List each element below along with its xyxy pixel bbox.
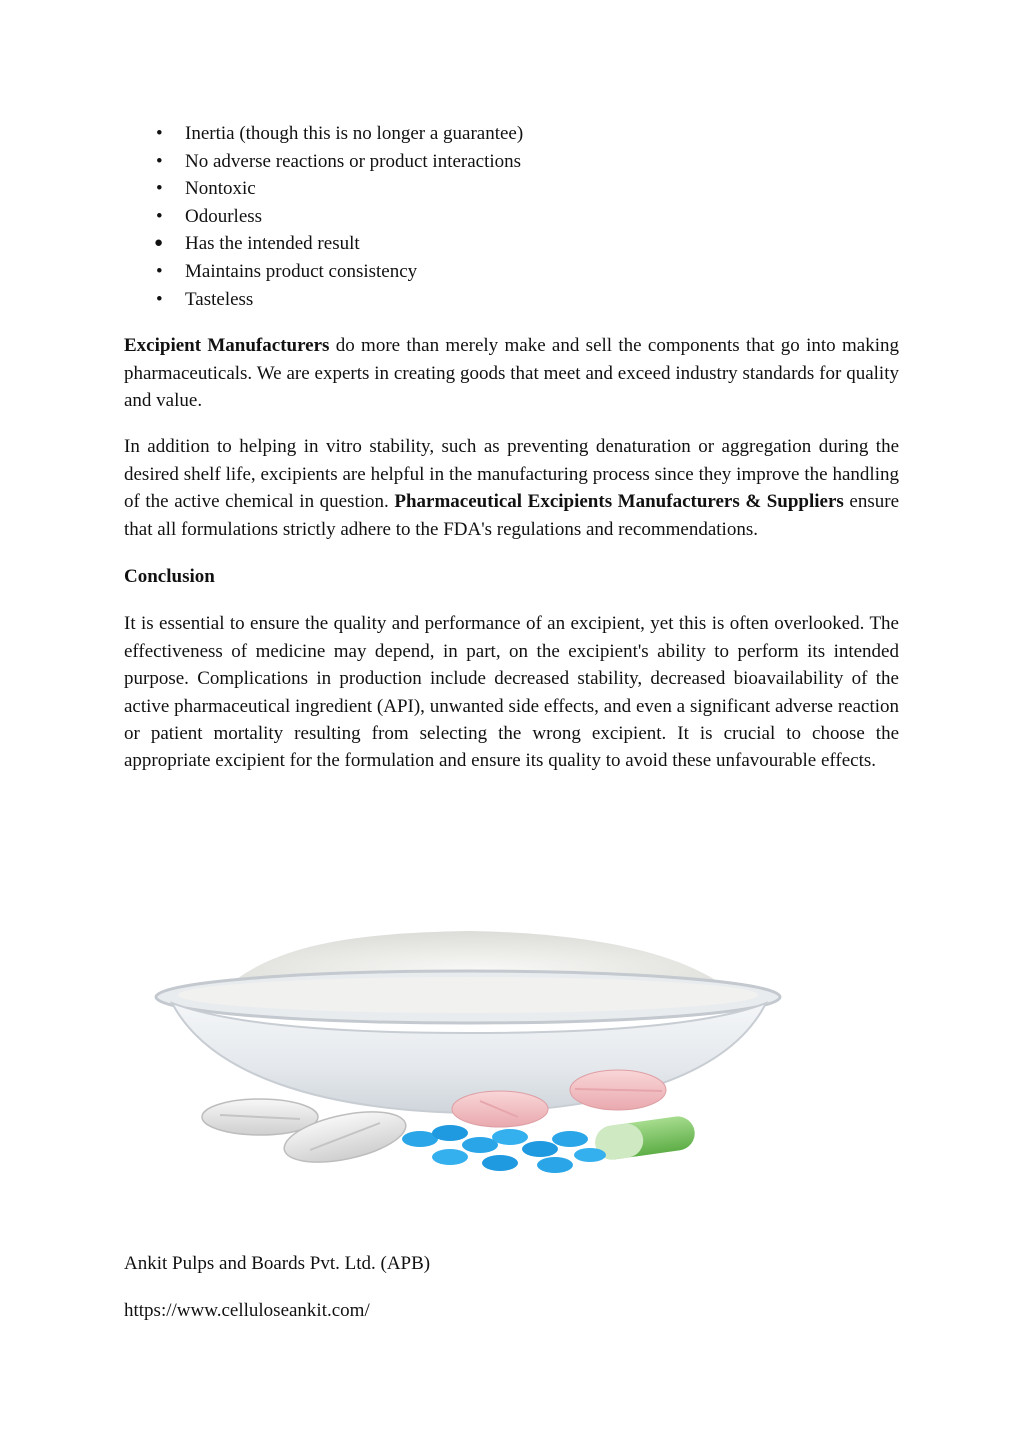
bowl-powder-surface bbox=[178, 977, 758, 1013]
list-item bbox=[124, 120, 899, 148]
list-item bbox=[124, 175, 899, 203]
list-item-text: Odourless bbox=[185, 205, 263, 227]
list-item-text: Maintains product consistency bbox=[185, 260, 418, 282]
bullet-marker: • bbox=[156, 178, 163, 200]
paragraph-text: In addition to helping in vitro stability, such as preventing denaturation or aggregation during the desired shelf life, excipients are helpful in the manufacturing process since they improve the handling of the active chemical in question. bbox=[124, 436, 899, 513]
bullet-marker: • bbox=[156, 288, 163, 310]
website-url[interactable]: https://www.celluloseankit.com/ bbox=[124, 1300, 370, 1321]
list-item bbox=[124, 258, 899, 286]
list-item-text: Nontoxic bbox=[185, 178, 256, 200]
list-item-text: Has the intended result bbox=[185, 233, 360, 255]
paragraph-text: do more than merely make and sell the components that go into making pharmaceuticals. We are experts in creating goods that meet and exceed industry standards for quality and value. bbox=[124, 335, 899, 411]
paragraph-stability bbox=[124, 433, 899, 543]
list-item bbox=[124, 203, 899, 231]
bold-term: Excipient Manufacturers bbox=[124, 335, 330, 357]
bullet-marker: ● bbox=[154, 235, 164, 252]
list-item bbox=[124, 286, 899, 314]
bold-term: Pharmaceutical Excipients Manufacturers & Suppliers bbox=[394, 491, 844, 513]
blue-pills bbox=[402, 1125, 606, 1173]
paragraph-text: ensure that all formulations strictly adhere to the FDA's regulations and recommendations. bbox=[124, 491, 899, 540]
paragraph-conclusion: It is essential to ensure the quality and performance of an excipient, yet this is often overlooked. The effectiveness of medicine may depend, in part, on the excipient's ability to perform its intended purpose. Complications in production include decreased stability, decreased bioavailability of the active pharmaceutical ingredient (API), unwanted side effects, and even a significant adverse reaction or patient mortality resulting from selecting the wrong excipient. It is crucial to choose the appropriate excipient for the formulation and ensure its quality to avoid these unfavourable effects. bbox=[124, 613, 899, 772]
conclusion-heading: Conclusion bbox=[124, 566, 215, 587]
list-item-text: No adverse reactions or product interactions bbox=[185, 150, 522, 172]
company-name: Ankit Pulps and Boards Pvt. Ltd. (APB) bbox=[124, 1253, 431, 1274]
document-page bbox=[124, 120, 899, 775]
list-item bbox=[124, 230, 899, 258]
list-item bbox=[124, 148, 899, 176]
list-item-text: Inertia (though this is no longer a guarantee) bbox=[185, 123, 524, 144]
bullet-marker: • bbox=[156, 123, 163, 144]
bullet-marker: • bbox=[156, 260, 163, 282]
list-item-text: Tasteless bbox=[185, 288, 254, 310]
property-list bbox=[124, 120, 899, 313]
bullet-marker: • bbox=[156, 150, 163, 172]
bullet-marker: • bbox=[156, 205, 163, 227]
excipient-powder-image bbox=[150, 905, 790, 1185]
paragraph-excipient-manufacturers bbox=[124, 332, 899, 414]
